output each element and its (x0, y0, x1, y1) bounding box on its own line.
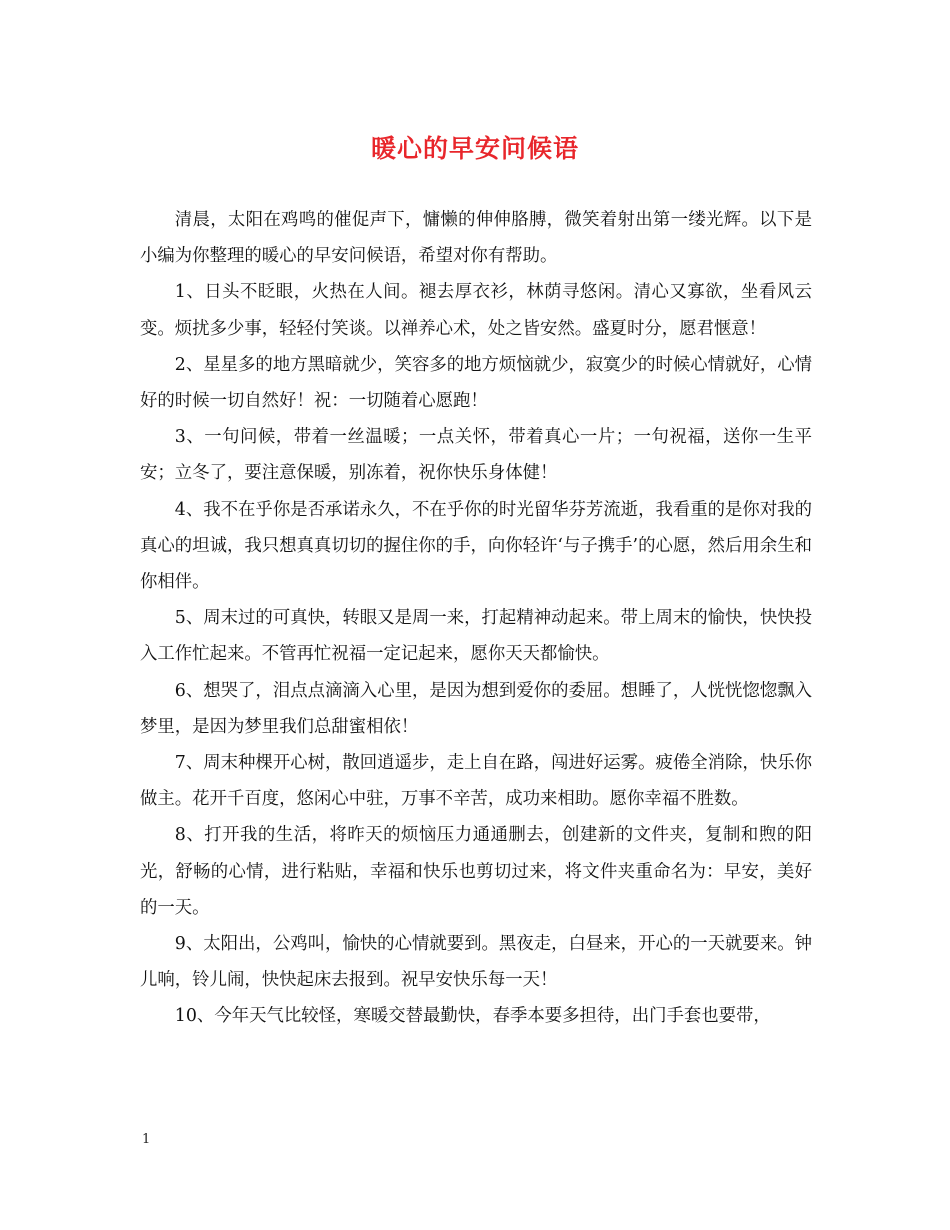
greeting-paragraph-6: 6、想哭了，泪点点滴滴入心里，是因为想到爱你的委屈。想睡了，人恍恍惚惚飘入梦里，是因为梦里我们总甜蜜相依！ (140, 680, 812, 737)
document-title: 暖心的早安问候语 (370, 134, 579, 163)
page-number: 1 (142, 1132, 151, 1147)
document-body (140, 202, 812, 1035)
greeting-paragraph-5: 5、周末过的可真快，转眼又是周一来，打起精神动起来。带上周末的愉快，快快投入工作忙起来。不管再忙祝福一定记起来，愿你天天都愉快。 (140, 608, 812, 665)
intro-paragraph: 清晨，太阳在鸡鸣的催促声下，慵懒的伸伸胳膊，微笑着射出第一缕光辉。以下是小编为你整理的暖心的早安问候语，希望对你有帮助。 (140, 210, 812, 267)
greeting-paragraph-10: 10、今年天气比较怪，寒暖交替最勤快，春季本要多担待，出门手套也要带， (174, 1006, 771, 1027)
greeting-paragraph-7: 7、周末种棵开心树，散回逍遥步，走上自在路，闯进好运雾。疲倦全消除，快乐你做主。花开千百度，悠闲心中驻，万事不辛苦，成功来相助。愿你幸福不胜数。 (140, 753, 812, 810)
greeting-paragraph-1: 1、日头不眨眼，火热在人间。褪去厚衣衫，林荫寻悠闲。清心又寡欲，坐看风云变。烦扰多少事，轻轻付笑谈。以禅养心术，处之皆安然。盛夏时分，愿君惬意！ (140, 282, 812, 339)
greeting-paragraph-8: 8、打开我的生活，将昨天的烦恼压力通通删去，创建新的文件夹，复制和煦的阳光，舒畅的心情，进行粘贴，幸福和快乐也剪切过来，将文件夹重命名为：早安，美好的一天。 (140, 825, 812, 918)
greeting-paragraph-3: 3、一句问候，带着一丝温暖；一点关怀，带着真心一片；一句祝福，送你一生平安；立冬了，要注意保暖，别冻着，祝你快乐身体健！ (140, 427, 812, 484)
greeting-paragraph-4: 4、我不在乎你是否承诺永久，不在乎你的时光留华芬芳流逝，我看重的是你对我的真心的坦诚，我只想真真切切的握住你的手，向你轻许‘与子携手’的心愿，然后用余生和你相伴。 (140, 499, 812, 593)
greeting-paragraph-9: 9、太阳出，公鸡叫，愉快的心情就要到。黑夜走，白昼来，开心的一天就要来。钟儿响，铃儿闹，快快起床去报到。祝早安快乐每一天！ (140, 934, 812, 991)
greeting-paragraph-2: 2、星星多的地方黑暗就少，笑容多的地方烦恼就少，寂寞少的时候心情就好，心情好的时候一切自然好！祝：一切随着心愿跑！ (140, 354, 812, 412)
